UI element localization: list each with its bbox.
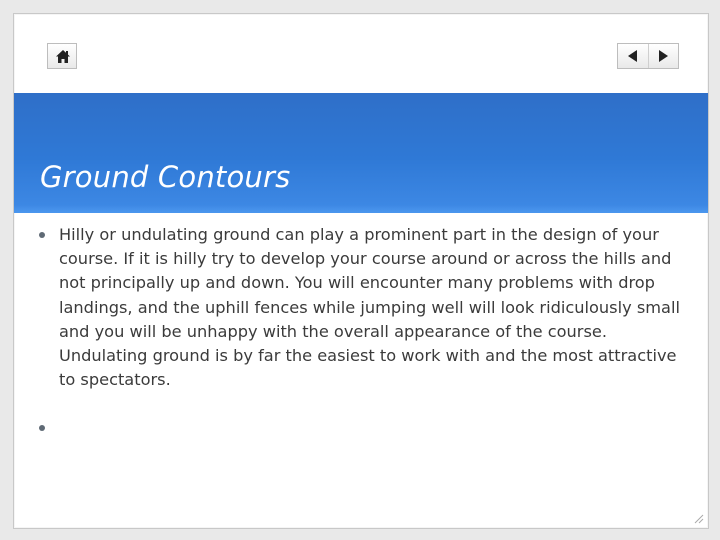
- resize-grip-icon[interactable]: [692, 512, 704, 524]
- bullet-text: Hilly or undulating ground can play a prominent part in the design of your course. If it is hilly try to develop your course around or across the hills and not principally up and down. You will encounter many problems with drop landings, and the uphill fences while jumping well will look ridiculously small and you will be unhappy with the overall appearance of the course. Undulating ground is by far the easiest to work with and the most attractive to spectators.: [59, 225, 680, 390]
- slide-title: Ground Contours: [40, 160, 291, 194]
- bullet-dot-icon: [39, 232, 45, 238]
- triangle-left-icon: [628, 50, 638, 62]
- slide-navigation: [617, 43, 679, 69]
- bullet-item: [38, 223, 688, 392]
- bullet-list: [38, 223, 688, 440]
- title-band: [14, 93, 708, 213]
- next-slide-button[interactable]: [648, 44, 679, 68]
- slide-canvas: [13, 13, 709, 529]
- triangle-right-icon: [658, 50, 668, 62]
- bullet-dot-icon: [39, 425, 45, 431]
- home-icon: [55, 49, 71, 65]
- home-button[interactable]: [47, 43, 77, 69]
- previous-slide-button[interactable]: [618, 44, 648, 68]
- bullet-item-empty: [38, 416, 688, 440]
